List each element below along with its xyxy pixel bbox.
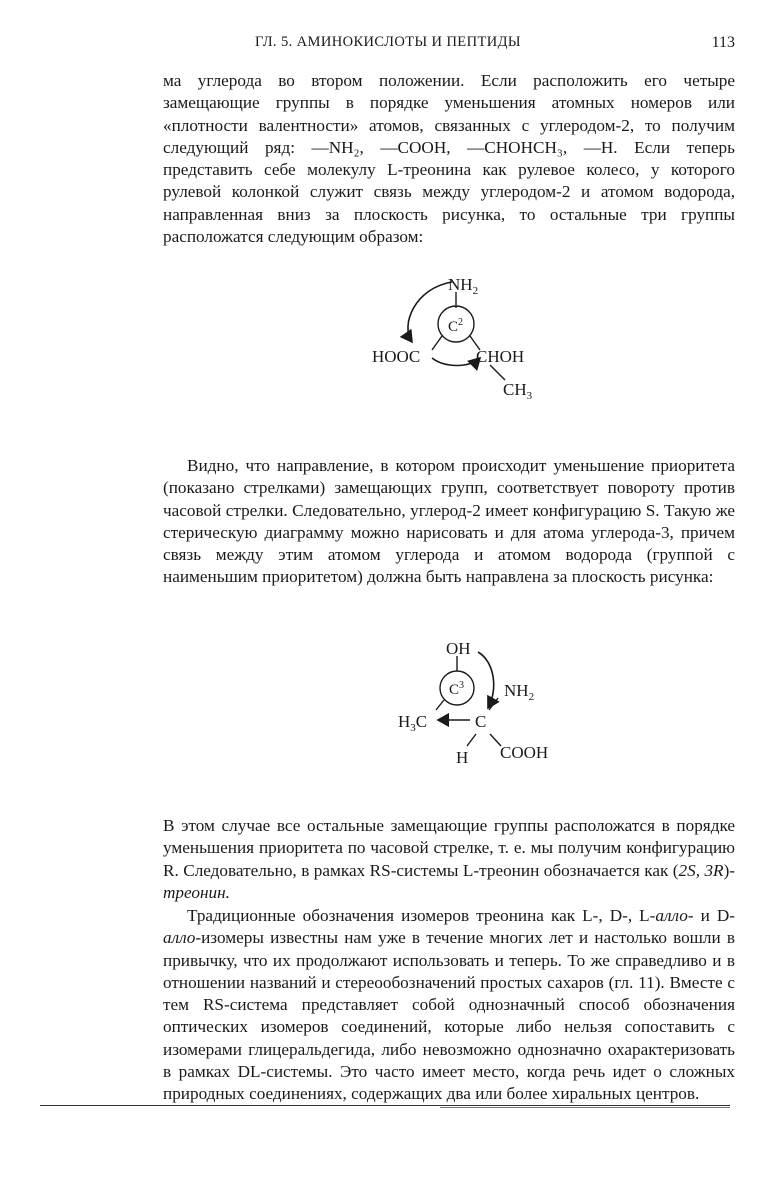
label-h3c: $H_3C$	[398, 712, 428, 734]
bond-to-ch3	[490, 365, 505, 380]
label-oh: OH	[446, 639, 471, 658]
figure-c3-stereo-diagram	[390, 630, 590, 775]
curved-arrow-bottom	[432, 358, 480, 366]
page-number: 113	[711, 34, 735, 51]
label-choh: CHOH	[476, 347, 525, 366]
running-header	[165, 34, 735, 56]
curved-arrow-right	[478, 652, 494, 708]
label-nh2: $NH_2$	[504, 681, 535, 703]
paragraph-1: ма углерода во втором положении. Если расположить его четыре замещающие группы в порядке уменьшения атомных номеров или «плотности валентности» атомов, связанных с углеродом-2, то получим следующий ряд: —NH₂, —COOH, —CHOHCH₃, —H. Если теперь представить себе молекулу L-треонина как рулевое колесо, у которого рулевой колонкой служит связь между углеродом-2 и атомом водорода, направленная вниз за плоскость рисунка, то остальные три группы расположатся следующим образом:	[163, 71, 735, 247]
label-ch3: $CH_3$	[503, 380, 533, 402]
chapter-title: ГЛ. 5. АМИНОКИСЛОТЫ И ПЕПТИДЫ	[255, 34, 521, 50]
label-nh2: $NH_2$	[448, 275, 479, 297]
paragraph-4: Традиционные обозначения изомеров треонина как L-, D-, L-алло- и D-алло-изомеры известны нам уже в течение многих лет и настолько вошли в привычку, что их продолжают использовать и теперь. То же справедливо и в отношении названий и стереообозначений простых сахаров (гл. 11). Вместе с тем RS-система представляет собой однозначный способ обозначения оптических изомеров соединений, которые либо нельзя сопоставить с изомерами глицеральдегида, либо невозможно однозначно охарактеризовать в рамках DL-системы. Это часто имеет место, когда речь идет о сложных природных соединениях, содержащих два или более хиральных центров.	[163, 906, 735, 1104]
bottom-rule-secondary	[440, 1107, 730, 1108]
bottom-rule	[40, 1105, 730, 1106]
bond-to-h	[467, 734, 476, 746]
label-c2: $C^2$	[448, 317, 464, 335]
paragraph-2: Видно, что направление, в котором происходит уменьшение приоритета (показано стрелками) замещающих групп, соответствует повороту против часовой стрелки. Следовательно, углерод-2 имеет конфигурацию S. Такую же стерическую диаграмму можно нарисовать и для атома углерода-3, причем связь между этим атомом углерода и атомом водорода (группой с наименьшим приоритетом) должна быть направлена за плоскость рисунка:	[163, 456, 735, 587]
label-hooc: HOOC	[372, 347, 421, 366]
paragraph-3: В этом случае все остальные замещающие группы расположатся в порядке уменьшения приоритета по часовой стрелке, т. е. мы получим конфигурацию R. Следовательно, в рамках RS-системы L-треонин обозначается как (2S, 3R)-треонин.	[163, 816, 736, 902]
figure-c2-stereo-diagram	[360, 270, 560, 405]
curved-arrow-left	[408, 282, 452, 342]
label-h: H	[456, 748, 469, 767]
label-central-carbon: C	[475, 712, 487, 731]
label-cooh: COOH	[500, 743, 549, 762]
bond-to-hooc	[432, 336, 442, 350]
bond-to-h3c	[436, 700, 444, 710]
label-c3: $C^3$	[449, 680, 465, 698]
